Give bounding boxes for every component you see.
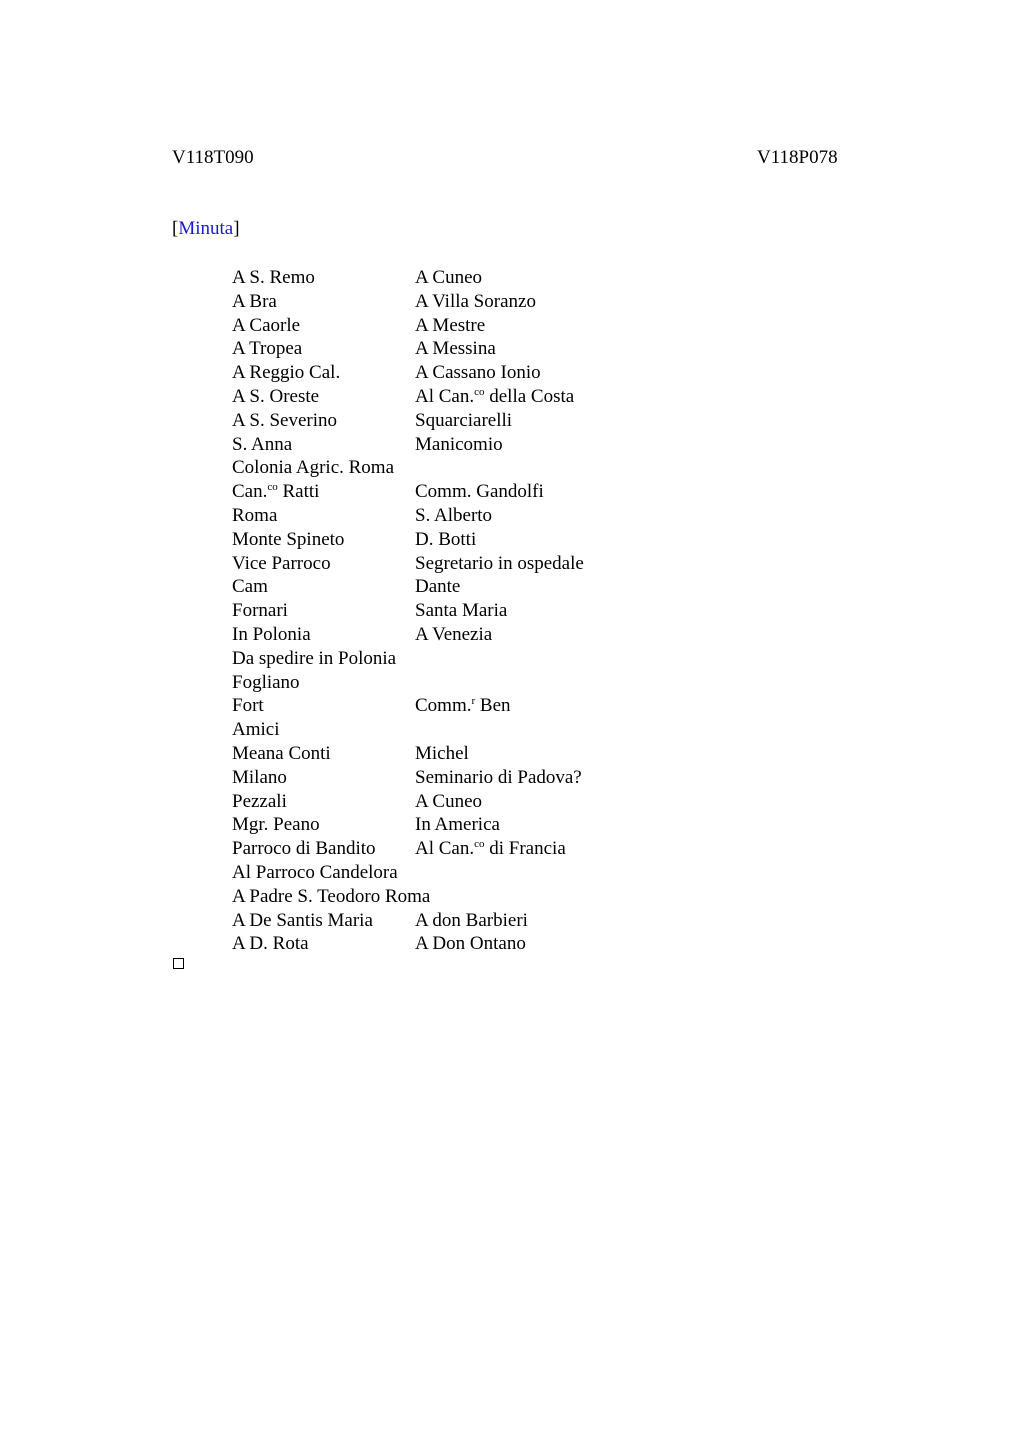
list-entry-right: Comm. Gandolfi — [415, 481, 544, 503]
list-entry-left: Al Parroco Candelora — [232, 861, 398, 883]
minuta-link[interactable]: Minuta — [178, 218, 234, 239]
entry-text: Ben — [475, 695, 511, 717]
list-entry-left: Pezzali — [232, 790, 287, 812]
list-entry-left: Fornari — [232, 600, 288, 622]
list-entry-left: Vice Parroco — [232, 552, 331, 574]
document-code-right: V118P078 — [757, 147, 838, 168]
list-entry-left: Amici — [232, 719, 280, 741]
entry-text: Al Can. — [415, 385, 475, 407]
list-entry-left: A Bra — [232, 290, 277, 312]
list-entry-left: A S. Oreste — [232, 385, 320, 407]
list-entry-left: A S. Remo — [232, 267, 315, 288]
list-entry-right — [415, 385, 574, 409]
list-entry-left — [232, 480, 319, 504]
entry-text: di Francia — [484, 838, 566, 860]
list-entry-right: A Villa Soranzo — [415, 290, 536, 312]
list-entry-left: Roma — [232, 504, 278, 526]
list-entry-left: Monte Spineto — [232, 528, 345, 550]
list-entry-left: A Tropea — [232, 338, 303, 360]
list-entry-left: A De Santis Maria — [232, 909, 373, 931]
list-entry-left: Milano — [232, 766, 287, 788]
document-code-left: V118T090 — [172, 147, 254, 168]
list-entry-left: Parroco di Bandito — [232, 838, 376, 860]
entry-superscript: co — [474, 385, 485, 398]
list-entry-right: A Don Ontano — [415, 933, 526, 955]
entry-text: Comm. — [415, 695, 472, 717]
entry-superscript: co — [267, 481, 278, 494]
list-entry-right: Dante — [415, 576, 461, 598]
list-entry-right: Manicomio — [415, 433, 503, 455]
end-of-document-box-icon — [173, 958, 184, 969]
entry-text: Can. — [232, 481, 268, 503]
list-entry-right: A Cassano Ionio — [415, 362, 541, 384]
list-entry-right: Santa Maria — [415, 600, 508, 622]
list-entry-left: Da spedire in Polonia — [232, 647, 397, 669]
list-entry-right: Squarciarelli — [415, 409, 513, 431]
list-entry-right: A don Barbieri — [415, 909, 528, 931]
list-entry-left: A D. Rota — [232, 933, 309, 955]
list-entry-right: A Venezia — [415, 623, 493, 645]
list-entry-left: In Polonia — [232, 623, 311, 645]
list-entry-right: D. Botti — [415, 528, 477, 550]
document-label — [172, 218, 240, 240]
close-bracket: ] — [233, 218, 240, 239]
list-entry-left: Mgr. Peano — [232, 814, 320, 836]
list-entry-right: A Cuneo — [415, 790, 483, 812]
list-entry-right: S. Alberto — [415, 504, 493, 526]
list-entry-left: Cam — [232, 576, 268, 598]
list-entry-right: Michel — [415, 742, 469, 764]
entry-text: della Costa — [484, 385, 575, 407]
list-entry-left: Fogliano — [232, 671, 300, 693]
list-entry-right: A Mestre — [415, 314, 486, 336]
list-entry-right: Seminario di Padova? — [415, 766, 582, 788]
list-entry-right — [415, 694, 511, 718]
list-entry-left: Colonia Agric. Roma — [232, 457, 395, 479]
entry-superscript: r — [471, 695, 476, 708]
list-entry-left: A Padre S. Teodoro Roma — [232, 885, 431, 907]
list-entry-right: A Messina — [415, 338, 496, 360]
entry-text: Ratti — [277, 481, 320, 503]
list-entry-right: In America — [415, 814, 500, 836]
list-entry-left: A Reggio Cal. — [232, 362, 341, 384]
list-entry-left: S. Anna — [232, 433, 293, 455]
list-entry-left: Meana Conti — [232, 742, 331, 764]
entry-text: Al Can. — [415, 838, 475, 860]
list-entry-left: A S. Severino — [232, 409, 338, 431]
list-entry-left: A Caorle — [232, 314, 301, 336]
list-entry-right — [415, 837, 566, 861]
entry-superscript: co — [474, 838, 485, 851]
list-entry-left: Fort — [232, 695, 264, 717]
list-entry-right: A Cuneo — [415, 267, 483, 288]
open-bracket: [ — [172, 218, 179, 239]
list-entry-right: Segretario in ospedale — [415, 552, 584, 574]
